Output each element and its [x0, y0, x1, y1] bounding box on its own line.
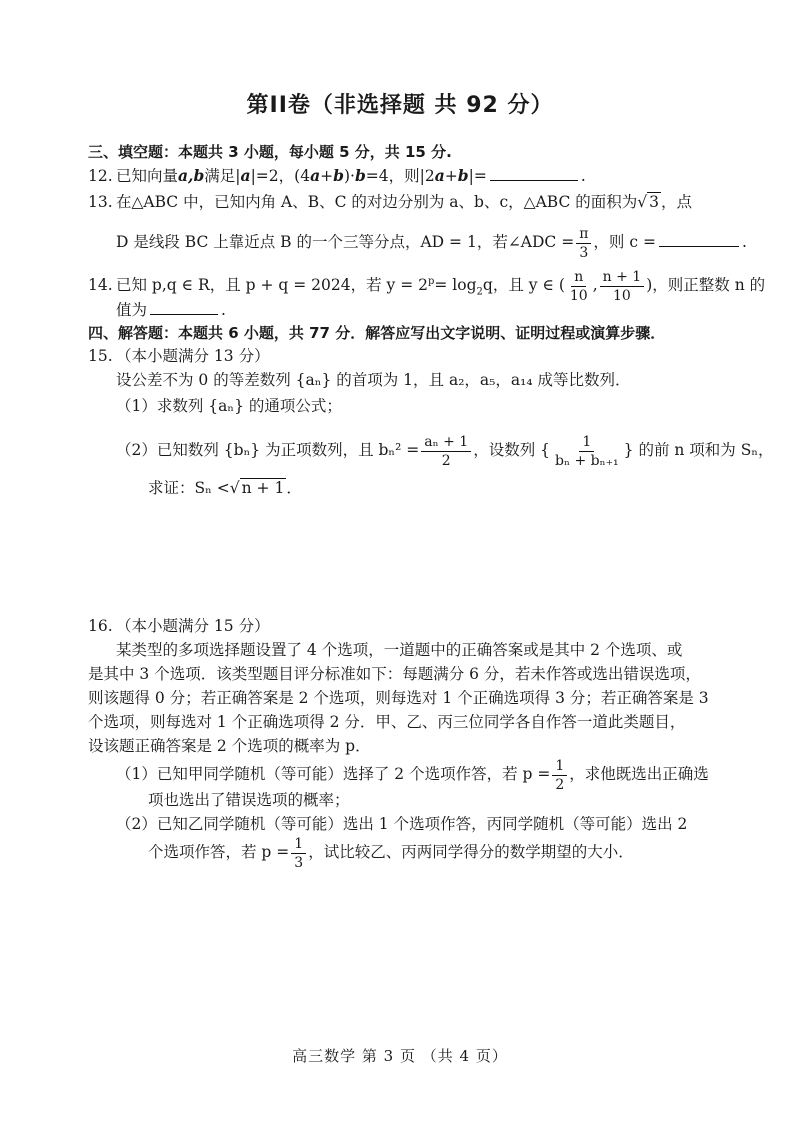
q12-text-f: |=	[468, 167, 487, 185]
q16-paragraph-5: 设该题正确答案是 2 个选项的概率为 p．	[88, 737, 371, 755]
q15-prove-end: ．	[286, 479, 302, 497]
q16-paragraph-1: 某类型的多项选择题设置了 4 个选项，一道题中的正确答案或是其中 2 个选项、或	[116, 641, 683, 659]
q14-line1-b: = log	[434, 276, 477, 295]
q16-part1-c: 项也选出了错误选项的概率；	[148, 791, 350, 809]
q14-answer-blank[interactable]	[150, 298, 218, 315]
q15-sqrt: √ n + 1	[229, 479, 285, 497]
question-13-line2: D 是线段 BC 上靠近点 B 的一个三等分点，AD = 1，若∠ADC = $\frac{\pi}{3}$ ，则 c = .	[116, 225, 747, 261]
q14-line2: 值为	[116, 301, 148, 319]
q15-number: 15.	[88, 347, 113, 365]
q12-number: 12.	[88, 167, 113, 185]
q15-part1: （1）求数列 {aₙ} 的通项公式；	[116, 397, 342, 415]
question-14-line1: 14. 已知 p,q ∈ R，且 p + q = 2024，若 $y = 2^p= \log_2q$，且 y ∈ ( $\frac{n}{10}$ , $\frac{n + 1}{10}$ )，则正整数 n 的	[88, 262, 765, 312]
q16-part2-b: 个选项作答，若 p =	[148, 843, 290, 861]
q14-line1-a: 已知 p,q ∈ R，且 p + q = 2024，若 y = 2	[116, 276, 428, 295]
q16-paragraph-3: 则该题得 0 分；若正确答案是 2 个选项，则每选对 1 个正确选项得 3 分；若正确答案是 3	[88, 689, 709, 707]
q13-line2-b: ，则 c =	[593, 233, 656, 251]
q16-paragraph-4: 个选项，则每选对 1 个正确选项得 2 分．甲、乙、丙三位同学各自作答一道此类题目，	[88, 713, 686, 731]
q14-line1-d: )，则正整数 n 的	[646, 276, 766, 295]
q12-answer-blank[interactable]	[490, 164, 578, 181]
q12-vectors: a,b	[178, 166, 205, 185]
question-12: 12. 已知向量a,b满足|a|=2，(4a+b)·b=4，则|2a+b|= .	[88, 164, 586, 188]
q15-part2	[116, 428, 774, 472]
q12-text-c: |=2，(4	[250, 167, 311, 185]
q15-fraction-1: $\frac{\text{aₙ + 1}}{2}$	[421, 433, 471, 470]
q15-note: （本小题满分 13 分）	[116, 347, 270, 365]
page-title: 第II卷（非选择题 共 92 分）	[246, 93, 554, 118]
q12-text-d: )·	[343, 167, 355, 185]
q16-part1-b: ，求他既选出正确选	[569, 765, 709, 783]
page-footer: 高三数学 第 3 页 （共 4 页）	[292, 1047, 508, 1065]
q14-number: 14.	[88, 276, 113, 295]
section3-header: 三、填空题：本题共 3 小题，每小题 5 分，共 15 分.	[88, 143, 452, 161]
q14-fraction-2: $\frac{n + 1}{10}$	[600, 268, 645, 305]
question-13-line1	[88, 190, 692, 214]
q16-paragraph-2: 是其中 3 个选项．该类型题目评分标准如下：每题满分 6 分，若未作答或选出错误选项，	[88, 665, 701, 683]
q15-part2-c: } 的前 n 项和为 Sₙ，	[623, 441, 774, 459]
question-16-header	[88, 614, 270, 638]
question-14-line2: 值为 .	[116, 298, 226, 322]
q15-part2-a: （2）已知数列 {bₙ} 为正项数列，且 bₙ² =	[116, 441, 420, 459]
q13-answer-blank[interactable]	[659, 230, 739, 247]
q16-part2	[148, 830, 634, 874]
q16-note: （本小题满分 15 分）	[116, 617, 270, 635]
section4-header: 四、解答题：本题共 6 小题，共 77 分．解答应写出文字说明、证明过程或演算步骤．	[88, 324, 666, 342]
q12-text-e: =4，则|2	[365, 167, 435, 185]
q15-fraction-2: $\frac{1}{\text{bₙ + bₙ₊₁}}$	[555, 433, 619, 469]
q13-fraction: $\frac{\pi}{3}$	[576, 225, 591, 262]
q15-prove-a: 求证：Sₙ <	[148, 479, 230, 497]
q12-text-a: 已知向量	[116, 167, 179, 185]
q14-fraction-1: $\frac{n}{10}$	[569, 268, 588, 304]
q15-prove	[148, 476, 302, 500]
q16-fraction-2: $\frac{1}{3}$	[291, 835, 306, 872]
q16-part1-a: （1）已知甲同学随机（等可能）选择了 2 个选项作答，若 p =	[116, 765, 551, 783]
q16-part2-c: ，试比较乙、丙两同学得分的数学期望的大小．	[308, 843, 634, 861]
q13-line2-a: D 是线段 BC 上靠近点 B 的一个三等分点，AD = 1，若∠ADC =	[116, 233, 575, 251]
q15-part2-b: ，设数列 {	[473, 441, 550, 459]
q13-line1-end: ，点	[661, 193, 693, 211]
q14-line1-c: q，且 y ∈ (	[482, 276, 565, 295]
q13-number: 13.	[88, 193, 113, 211]
q13-line1: 在△ABC 中，已知内角 A、B、C 的对边分别为 a、b、c，△ABC 的面积为	[116, 193, 638, 211]
q15-stem: 设公差不为 0 的等差数列 {aₙ} 的首项为 1，且 a₂，a₅，a₁₄ 成等比数列．	[116, 371, 631, 389]
q16-number: 16.	[88, 617, 113, 635]
q13-sqrt: √ 3	[637, 193, 659, 211]
q12-text-b: 满足|	[204, 167, 241, 185]
question-15-header	[88, 344, 270, 368]
q16-part2-a: （2）已知乙同学随机（等可能）选出 1 个选项作答，丙同学随机（等可能）选出 2	[116, 815, 688, 833]
q16-fraction-1: $\frac{1}{2}$	[552, 757, 567, 794]
